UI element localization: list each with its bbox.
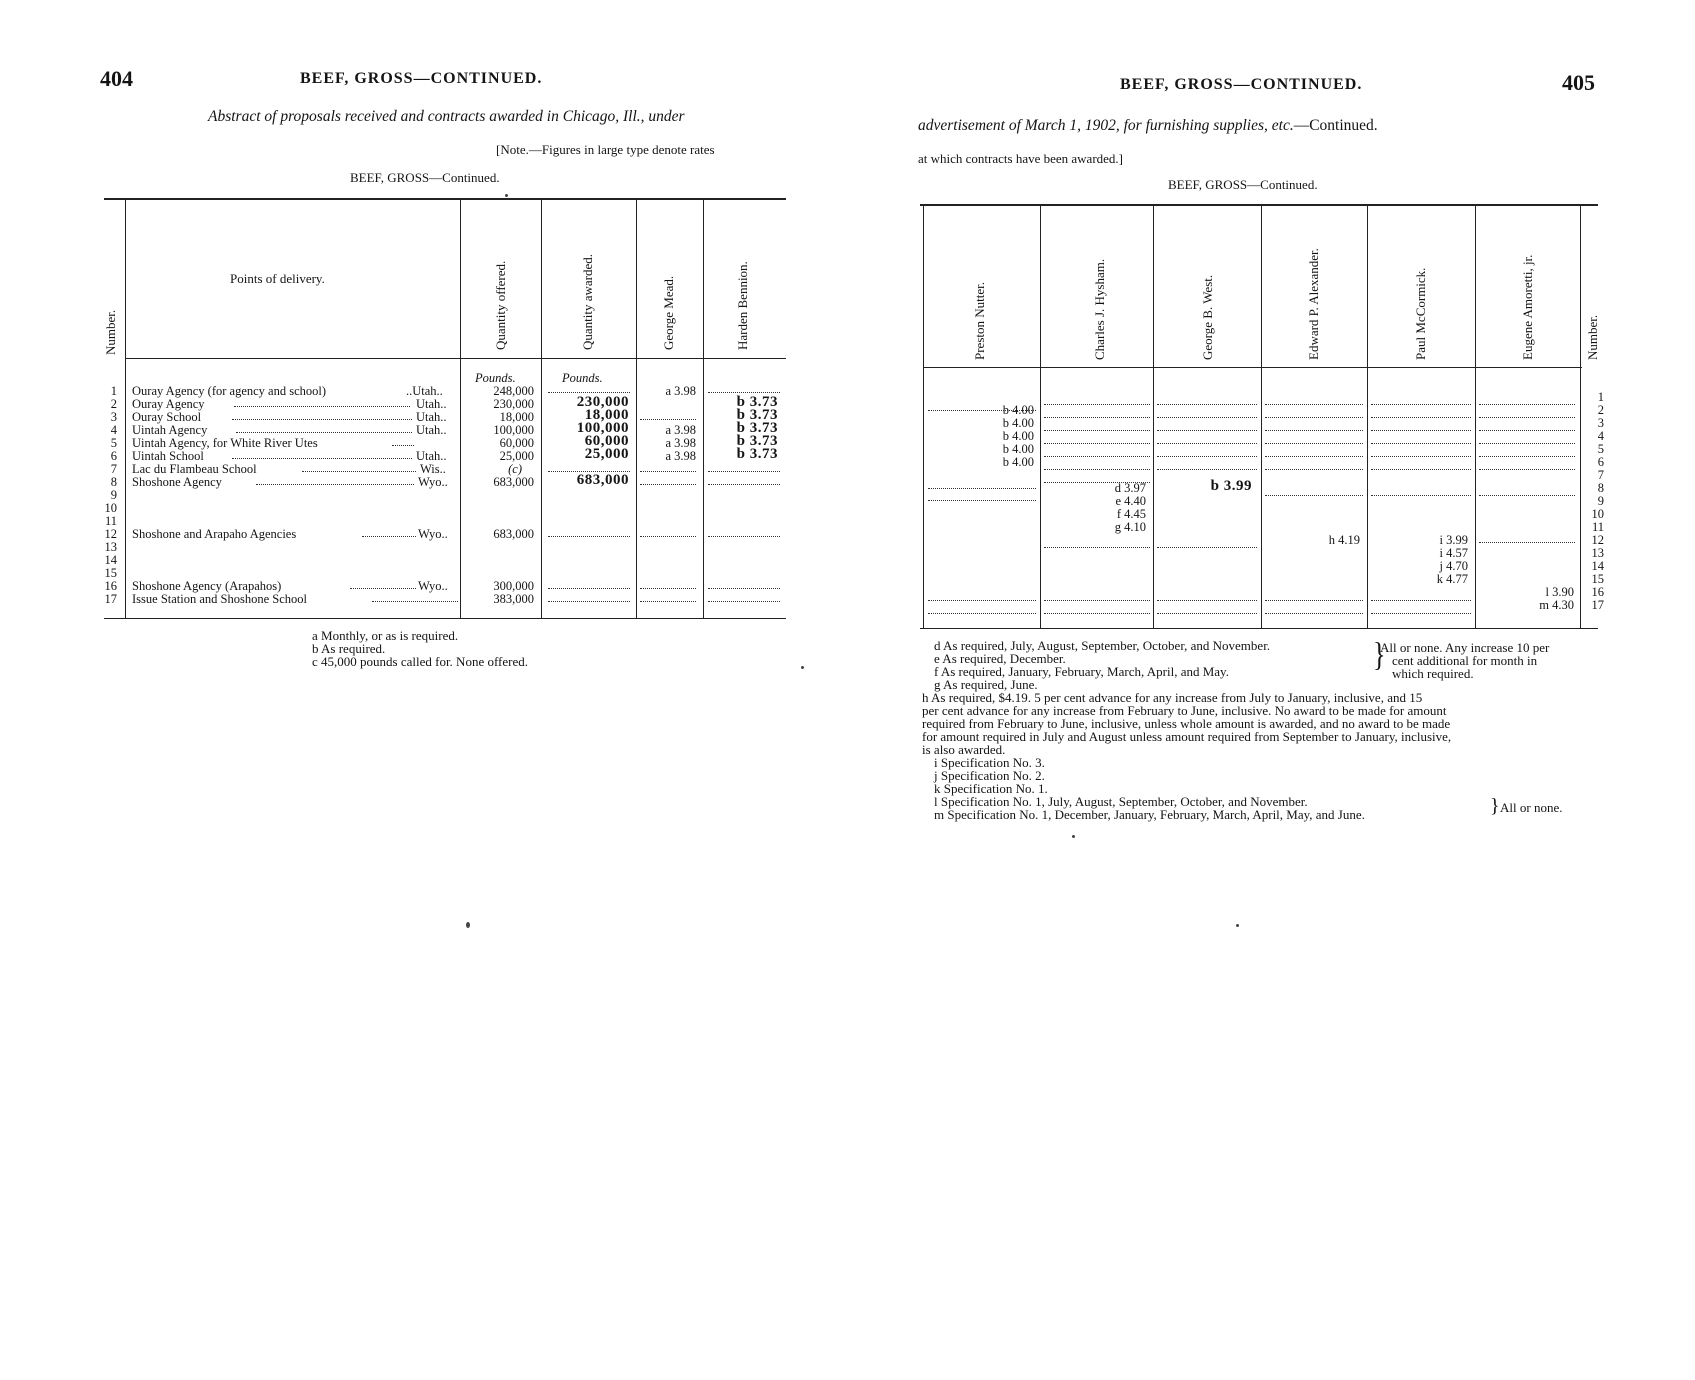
footnote: f As required, January, February, March, April, and May.	[934, 664, 1229, 679]
leader-dots	[708, 536, 780, 537]
row-number: 16	[104, 579, 117, 593]
point-of-delivery: Lac du Flambeau School	[132, 462, 257, 476]
header-eugene-amoretti: Eugene Amoretti, jr.	[1520, 254, 1535, 360]
qty-awarded: 25,000	[584, 446, 629, 462]
header-number: Number.	[103, 309, 118, 355]
leader-dots	[1265, 456, 1363, 457]
leader-dots	[1371, 443, 1471, 444]
leader-dots	[1371, 469, 1471, 470]
leader-dots	[1265, 417, 1363, 418]
point-of-delivery: Uintah Agency, for White River Utes	[132, 436, 318, 450]
row-number: 8	[1597, 481, 1604, 495]
leader-dots	[1479, 417, 1575, 418]
point-of-delivery: Ouray Agency	[132, 397, 205, 411]
qty-offered: 683,000	[493, 475, 534, 489]
leader-dots	[1044, 469, 1150, 470]
leader-dots	[548, 601, 630, 602]
leader-dots	[708, 392, 780, 393]
leader-dots	[372, 601, 458, 602]
leader-dots	[1157, 456, 1257, 457]
qty-awarded: 230,000	[576, 394, 629, 410]
col-divider	[636, 198, 637, 618]
unit-pounds: Pounds.	[475, 371, 516, 385]
row-number: 1	[110, 384, 117, 398]
bennion-bid: b 3.73	[736, 420, 778, 436]
qty-awarded: 60,000	[584, 433, 629, 449]
row-number: 13	[104, 540, 117, 554]
leader-dots	[256, 484, 414, 485]
leader-dots	[640, 536, 696, 537]
point-of-delivery: Uintah Agency	[132, 423, 208, 437]
col-divider	[1040, 204, 1041, 628]
hysham-bid: f 4.45	[1116, 507, 1146, 521]
qty-offered: 100,000	[493, 423, 534, 437]
footnote-h: is also awarded.	[922, 742, 1006, 757]
row-number: 15	[104, 566, 117, 580]
header-qty-awarded: Quantity awarded.	[580, 253, 595, 350]
row-number: 7	[1597, 468, 1604, 482]
bennion-bid: b 3.73	[736, 407, 778, 423]
leader-dots	[1157, 417, 1257, 418]
state: Wis..	[420, 462, 446, 476]
abstract-title-italic: advertisement of March 1, 1902, for furnishing supplies, etc.	[918, 117, 1294, 134]
group-note: cent additional for month in	[1392, 653, 1538, 668]
qty-awarded: 683,000	[576, 472, 629, 488]
col-divider	[541, 198, 542, 618]
state: Utah..	[416, 397, 447, 411]
bennion-bid: b 3.73	[736, 446, 778, 462]
nutter-bid: b 4.00	[1002, 403, 1034, 417]
bennion-bid: b 3.73	[736, 394, 778, 410]
leader-dots	[640, 588, 696, 589]
col-divider	[460, 198, 461, 618]
leader-dots	[236, 432, 412, 433]
group-note: All or none. Any increase 10 per	[1380, 640, 1550, 655]
qty-offered: (c)	[508, 462, 522, 476]
page-number-right: 405	[1562, 70, 1595, 95]
col-divider	[703, 198, 704, 618]
leader-dots	[1371, 456, 1471, 457]
abstract-title: Abstract of proposals received and contracts awarded in Chicago, Ill., under	[208, 108, 685, 125]
leader-dots	[1265, 430, 1363, 431]
qty-offered: 683,000	[493, 527, 534, 541]
leader-dots	[928, 600, 1036, 601]
hysham-bid: e 4.40	[1115, 494, 1146, 508]
qty-offered: 18,000	[499, 410, 534, 424]
leader-dots	[1157, 430, 1257, 431]
mccormick-bid: i 3.99	[1439, 533, 1468, 547]
amoretti-bid: l 3.90	[1545, 585, 1574, 599]
row-number: 1	[1597, 390, 1604, 404]
row-number: 14	[1591, 559, 1604, 573]
row-number: 12	[104, 527, 117, 541]
leader-dots	[1044, 613, 1150, 614]
footnote: l Specification No. 1, July, August, September, October, and November.	[934, 794, 1308, 809]
hysham-bid: g 4.10	[1114, 520, 1146, 534]
qty-awarded: 100,000	[576, 420, 629, 436]
row-number: 8	[110, 475, 117, 489]
alexander-bid: h 4.19	[1328, 533, 1360, 547]
leader-dots	[1479, 469, 1575, 470]
qty-offered: 248,000	[493, 384, 534, 398]
note-text: [Note.—Figures in large type denote rates	[496, 142, 715, 157]
leader-dots	[928, 613, 1036, 614]
header-edward-alexander: Edward P. Alexander.	[1306, 248, 1321, 360]
row-number: 3	[1597, 416, 1604, 430]
row-number: 14	[104, 553, 117, 567]
leader-dots	[1265, 469, 1363, 470]
footnote: d As required, July, August, September, October, and November.	[934, 638, 1271, 653]
scan-speck	[801, 666, 804, 669]
footnote-h: for amount required in July and August unless amount required from September to January, inclusive,	[922, 729, 1452, 744]
leader-dots	[1157, 600, 1257, 601]
footnote: j Specification No. 2.	[934, 768, 1045, 783]
point-of-delivery: Uintah School	[132, 449, 204, 463]
header-points: Points of delivery.	[230, 271, 325, 286]
footnote-h: per cent advance for any increase from February to June, inclusive. No award to be made for amount	[922, 703, 1447, 718]
leader-dots	[1044, 456, 1150, 457]
leader-dots	[1157, 469, 1257, 470]
qty-awarded: 18,000	[584, 407, 629, 423]
table-bottom-rule	[920, 628, 1598, 629]
state: ..Utah..	[406, 384, 443, 398]
col-divider	[1261, 204, 1262, 628]
abstract-title-tail: —Continued.	[1293, 117, 1378, 134]
leader-dots	[1479, 430, 1575, 431]
row-number: 7	[110, 462, 117, 476]
leader-dots	[302, 471, 416, 472]
point-of-delivery: Shoshone Agency (Arapahos)	[132, 579, 282, 593]
state: Utah..	[416, 423, 447, 437]
row-number: 5	[110, 436, 117, 450]
leader-dots	[232, 458, 412, 459]
mead-bid: a 3.98	[665, 423, 696, 437]
leader-dots	[362, 536, 416, 537]
point-of-delivery: Shoshone and Arapaho Agencies	[132, 527, 297, 541]
point-of-delivery: Ouray Agency (for agency and school)	[132, 384, 327, 398]
footnote: m Specification No. 1, December, January, February, March, April, May, and June.	[934, 807, 1365, 822]
header-qty-offered: Quantity offered.	[493, 260, 508, 350]
col-divider	[125, 198, 126, 618]
mccormick-bid: j 4.70	[1439, 559, 1468, 573]
table-bottom-rule	[104, 618, 786, 619]
group-note: which required.	[1392, 666, 1474, 681]
row-number: 3	[110, 410, 117, 424]
leader-dots	[1371, 600, 1471, 601]
nutter-bid: b 4.00	[1002, 442, 1034, 456]
row-number: 4	[1597, 429, 1604, 443]
footnote-h: required from February to June, inclusive, unless whole amount is awarded, and no award to be made	[922, 716, 1451, 731]
row-number: 11	[104, 514, 117, 528]
col-divider	[1153, 204, 1154, 628]
brace: }	[1490, 795, 1500, 817]
row-number: 15	[1591, 572, 1604, 586]
row-number: 6	[110, 449, 117, 463]
row-number: 2	[110, 397, 117, 411]
leader-dots	[1265, 600, 1363, 601]
leader-dots	[1044, 600, 1150, 601]
leader-dots	[708, 601, 780, 602]
running-head-right: BEEF, GROSS—CONTINUED.	[1120, 76, 1363, 93]
qty-offered: 230,000	[493, 397, 534, 411]
state: Wyo..	[418, 579, 448, 593]
header-preston-nutter: Preston Nutter.	[972, 282, 987, 360]
point-of-delivery: Shoshone Agency	[132, 475, 222, 489]
header-charles-hysham: Charles J. Hysham.	[1092, 258, 1107, 360]
brace: }	[1373, 635, 1386, 674]
leader-dots	[548, 471, 630, 472]
leader-dots	[1157, 404, 1257, 405]
section-title-right: BEEF, GROSS—Continued.	[1168, 177, 1318, 192]
header-george-west: George B. West.	[1200, 274, 1215, 360]
qty-offered: 300,000	[493, 579, 534, 593]
header-harden-bennion: Harden Bennion.	[735, 261, 750, 350]
bennion-bid: b 3.73	[736, 433, 778, 449]
state: Utah..	[416, 410, 447, 424]
leader-dots	[1044, 430, 1150, 431]
nutter-bid: b 4.00	[1002, 455, 1034, 469]
qty-offered: 383,000	[493, 592, 534, 606]
leader-dots	[548, 536, 630, 537]
leader-dots	[1265, 495, 1363, 496]
footnote: a Monthly, or as is required.	[312, 628, 459, 643]
row-number: 11	[1591, 520, 1604, 534]
point-of-delivery: Ouray School	[132, 410, 202, 424]
leader-dots	[640, 471, 696, 472]
col-divider	[1367, 204, 1368, 628]
leader-dots	[1371, 495, 1471, 496]
leader-dots	[1265, 613, 1363, 614]
group-note: All or none.	[1500, 800, 1563, 815]
leader-dots	[640, 601, 696, 602]
header-rule	[126, 358, 786, 359]
leader-dots	[1044, 443, 1150, 444]
leader-dots	[1479, 404, 1575, 405]
footnote: i Specification No. 3.	[934, 755, 1045, 770]
row-number: 9	[1597, 494, 1604, 508]
leader-dots	[1044, 482, 1150, 483]
header-george-mead: George Mead.	[661, 275, 676, 350]
leader-dots	[1371, 613, 1471, 614]
footnote: e As required, December.	[934, 651, 1066, 666]
qty-offered: 60,000	[499, 436, 534, 450]
leader-dots	[548, 588, 630, 589]
scan-speck	[505, 194, 508, 197]
footnote: c 45,000 pounds called for. None offered.	[312, 654, 529, 669]
abstract-title-continued	[918, 117, 1378, 135]
unit-pounds: Pounds.	[562, 371, 603, 385]
leader-dots	[1044, 404, 1150, 405]
qty-offered: 25,000	[499, 449, 534, 463]
nutter-bid: b 4.00	[1002, 429, 1034, 443]
amoretti-bid: m 4.30	[1539, 598, 1574, 612]
row-number: 17	[104, 592, 117, 606]
leader-dots	[928, 410, 1036, 411]
row-number: 9	[110, 488, 117, 502]
leader-dots	[1479, 456, 1575, 457]
state: Wyo..	[418, 527, 448, 541]
leader-dots	[234, 406, 410, 407]
mead-bid: a 3.98	[665, 384, 696, 398]
leader-dots	[1157, 547, 1257, 548]
leader-dots	[1044, 417, 1150, 418]
leader-dots	[708, 484, 780, 485]
col-divider	[923, 204, 924, 628]
table-top-rule	[920, 204, 1598, 206]
scan-speck	[1072, 835, 1075, 838]
leader-dots	[640, 484, 696, 485]
header-paul-mccormick: Paul McCormick.	[1413, 267, 1428, 360]
mead-bid: a 3.98	[665, 449, 696, 463]
leader-dots	[640, 419, 696, 420]
footnote-h: h As required, $4.19. 5 per cent advance for any increase from July to January, inclusive, and 15	[922, 690, 1423, 705]
leader-dots	[1371, 404, 1471, 405]
leader-dots	[708, 588, 780, 589]
note-text-continued: at which contracts have been awarded.]	[918, 151, 1124, 166]
leader-dots	[1479, 495, 1575, 496]
leader-dots	[1371, 417, 1471, 418]
table-top-rule	[104, 198, 786, 200]
leader-dots	[928, 488, 1036, 489]
running-head-left: BEEF, GROSS—CONTINUED.	[300, 70, 543, 87]
leader-dots	[708, 471, 780, 472]
section-title-left: BEEF, GROSS—Continued.	[350, 170, 500, 185]
row-number: 17	[1591, 598, 1604, 612]
row-number: 10	[1591, 507, 1604, 521]
state: Utah..	[416, 449, 447, 463]
row-number: 12	[1591, 533, 1604, 547]
leader-dots	[548, 392, 630, 393]
row-number: 5	[1597, 442, 1604, 456]
row-number: 2	[1597, 403, 1604, 417]
leader-dots	[1371, 430, 1471, 431]
header-number: Number.	[1585, 314, 1600, 360]
header-rule	[924, 367, 1582, 368]
row-number: 4	[110, 423, 117, 437]
west-bid: b 3.99	[1210, 478, 1252, 494]
leader-dots	[350, 588, 416, 589]
footnote: g As required, June.	[934, 677, 1038, 692]
footnote: b As required.	[312, 641, 386, 656]
mccormick-bid: i 4.57	[1439, 546, 1468, 560]
leader-dots	[928, 500, 1036, 501]
row-number: 16	[1591, 585, 1604, 599]
scan-speck	[1236, 924, 1239, 927]
scan-speck	[466, 922, 470, 928]
leader-dots	[1044, 547, 1150, 548]
leader-dots	[1157, 613, 1257, 614]
leader-dots	[392, 445, 414, 446]
row-number: 10	[104, 501, 117, 515]
state: Wyo..	[418, 475, 448, 489]
row-number: 13	[1591, 546, 1604, 560]
mccormick-bid: k 4.77	[1436, 572, 1468, 586]
leader-dots	[232, 419, 412, 420]
leader-dots	[1265, 443, 1363, 444]
leader-dots	[1157, 443, 1257, 444]
leader-dots	[1479, 443, 1575, 444]
col-divider	[1580, 204, 1581, 628]
col-divider	[1475, 204, 1476, 628]
row-number: 6	[1597, 455, 1604, 469]
leader-dots	[1479, 542, 1575, 543]
footnote: k Specification No. 1.	[934, 781, 1048, 796]
page-number-left: 404	[100, 66, 133, 91]
nutter-bid: b 4.00	[1002, 416, 1034, 430]
point-of-delivery: Issue Station and Shoshone School	[132, 592, 307, 606]
hysham-bid: d 3.97	[1114, 481, 1146, 495]
leader-dots	[1265, 404, 1363, 405]
mead-bid: a 3.98	[665, 436, 696, 450]
